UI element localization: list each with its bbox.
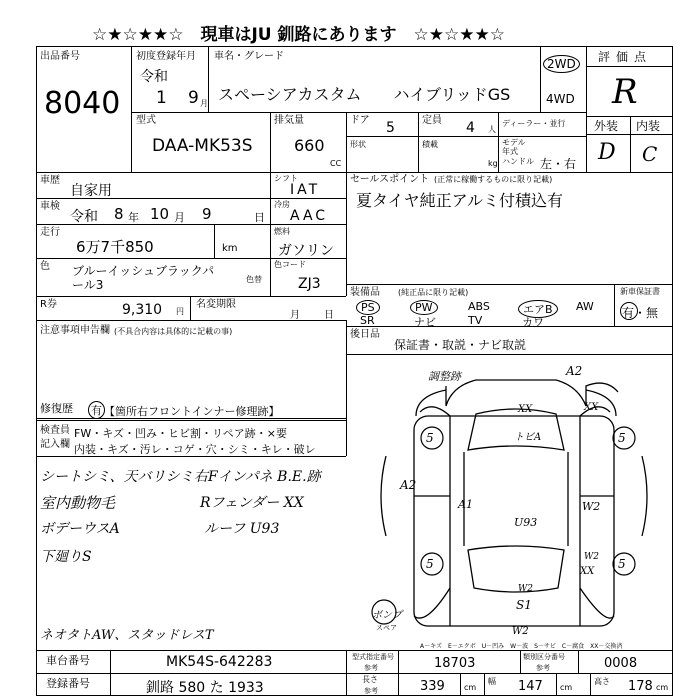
shift-label: シフト xyxy=(274,174,298,183)
color-value: ブルーイッシュブラックパール3 xyxy=(72,264,215,292)
aircon-label: 冷房 xyxy=(274,200,290,209)
attachments-value: 保証書・取説・ナビ取説 xyxy=(394,338,527,352)
lot-label: 出品番号 xyxy=(40,51,80,62)
equipment-item-4: AW xyxy=(576,300,594,313)
displacement-unit: CC xyxy=(330,159,342,168)
diagram-label-tobi: トビA xyxy=(514,432,542,443)
diagram-label-w2-rear: W2 xyxy=(584,552,599,562)
equipment-item-sub-0: SR xyxy=(360,314,375,327)
capacity-value: 4 xyxy=(466,120,475,136)
diagram-label-u93: U93 xyxy=(514,516,538,529)
mileage-unit: km xyxy=(222,243,238,254)
color-label: 色 xyxy=(40,261,50,272)
diagram-label-w2-back: W2 xyxy=(518,584,533,594)
attachments-label: 後日品 xyxy=(350,329,380,340)
diagram-label-w2-bottom: W2 xyxy=(512,626,529,637)
capacity-unit: 人 xyxy=(488,125,496,134)
fuel-label: 燃料 xyxy=(274,227,290,236)
rating-value: R xyxy=(612,72,638,112)
inspector-line1: FW・キズ・凹み・ヒビ割・リペア跡・×要 xyxy=(74,427,287,440)
shape-label: 形状 xyxy=(350,140,366,149)
notes-label: 注意事項申告欄 xyxy=(40,325,110,336)
warranty-label: 新車保証書 xyxy=(620,287,660,296)
repair-label: 修復歴 xyxy=(40,402,73,415)
warranty-circle xyxy=(620,302,638,320)
diagram-label-s1: S1 xyxy=(516,598,532,612)
model-year-label: モデル年式 xyxy=(502,138,526,156)
tire-mark-fl: 5 xyxy=(426,431,434,445)
diagram-label-xx1: XX xyxy=(518,404,533,415)
equipment-item-sub-1: ナビ xyxy=(414,316,436,329)
model-name-label: 車名・グレード xyxy=(214,51,284,62)
type-designation-sub: 参考 xyxy=(364,664,378,672)
vehicle-use-label: 車歴 xyxy=(40,175,60,186)
drive-2wd: 2WD xyxy=(543,55,580,73)
length-unit: cm xyxy=(464,683,477,692)
registration-era: 令和 xyxy=(140,69,168,85)
note-0: シートシミ、天バリシミ xyxy=(40,469,194,485)
inspection-day-unit: 日 xyxy=(254,211,265,224)
exterior-grade: D xyxy=(598,140,616,165)
inspection-year: 8 xyxy=(114,205,124,223)
repair-status: 有 xyxy=(88,401,105,419)
equipment-label: 装備品 xyxy=(350,287,380,298)
lot-number: 8040 xyxy=(44,86,121,121)
recycle-label: R券 xyxy=(40,299,57,310)
selling-point-value: 夏タイヤ純正アルミ付積込有 xyxy=(356,191,564,210)
diagram-label-xx-rear: XX xyxy=(580,566,595,577)
recycle-value: 9,310 xyxy=(122,302,163,318)
inspection-day: 9 xyxy=(202,205,212,223)
equipment-item-2: ABS xyxy=(468,300,490,313)
inspection-year-unit: 年 xyxy=(128,211,139,224)
length-ref: 参考 xyxy=(364,687,378,695)
color-code-label: 色コード xyxy=(274,260,306,269)
load-label: 積載 xyxy=(422,140,438,149)
length-label: 長さ xyxy=(362,675,378,684)
inspection-month: 10 xyxy=(150,205,170,223)
tire-mark-rr: 5 xyxy=(618,557,626,571)
note-2: 室内動物毛 xyxy=(40,494,116,512)
diagram-label-w2-right: W2 xyxy=(582,500,601,513)
equipment-item-1: PW xyxy=(410,300,438,315)
doors-value: 5 xyxy=(386,120,395,136)
shift-value: IAT xyxy=(290,182,321,198)
capacity-label: 定員 xyxy=(422,115,442,126)
width-label: 幅 xyxy=(488,677,496,686)
category-value: 0008 xyxy=(604,656,638,671)
category-label: 類別区分番号 xyxy=(523,653,565,661)
drive-4wd: 4WD xyxy=(546,92,575,106)
registration-month: 9 xyxy=(188,88,199,108)
tire-mark-rl: 5 xyxy=(426,557,434,571)
width-value: 147 xyxy=(518,679,543,694)
tire-mark-fr: 5 xyxy=(618,431,626,445)
chassis-value: MK54S-642283 xyxy=(166,654,273,670)
color-change-label: 色替 xyxy=(246,275,262,284)
height-value: 178 xyxy=(628,679,653,694)
selling-point-label: セールスポイント xyxy=(350,174,430,185)
color-code-value: ZJ3 xyxy=(298,276,321,292)
note-3: Rフェンダー XX xyxy=(200,495,304,511)
warranty-value: 有・無 xyxy=(622,306,659,320)
load-unit: kg xyxy=(488,159,498,168)
interior-grade: C xyxy=(642,142,658,166)
fuel-value: ガソリン xyxy=(278,243,334,259)
recycle-unit: 円 xyxy=(176,307,184,316)
car-outline xyxy=(381,380,647,626)
interior-label: 内装 xyxy=(636,119,661,133)
name-change-label: 名変期限 xyxy=(196,299,236,310)
inspection-month-unit: 月 xyxy=(174,211,185,224)
type-designation-label: 型式指定番号 xyxy=(352,653,394,661)
registration-year: 1 xyxy=(156,88,167,108)
diagram-label-adjust: 調整跡 xyxy=(428,370,461,383)
mileage-value: 6万7千850 xyxy=(76,238,154,256)
width-unit: cm xyxy=(560,683,573,692)
handle-value: 左・右 xyxy=(540,157,577,171)
model-code-label: 型式 xyxy=(136,115,156,126)
length-value: 339 xyxy=(420,679,445,694)
equipment-item-sub-2: TV xyxy=(468,314,483,327)
equipment-item-sub-3: カワ xyxy=(522,316,544,329)
note-5: ルーフ U93 xyxy=(204,521,280,537)
type-designation-value: 18703 xyxy=(434,656,476,671)
inspector-label2: 記入欄 xyxy=(40,439,70,450)
inspector-label1: 検査員 xyxy=(40,425,70,436)
plate-value: 釧路 580 た 1933 xyxy=(146,680,264,696)
inspection-era: 令和 xyxy=(70,209,98,225)
diagram-label-a2-left: A2 xyxy=(400,478,417,492)
diagram-label-a2-top: A2 xyxy=(566,364,583,378)
repair-detail: 【箇所右フロントインナー修理跡】 xyxy=(104,405,280,418)
equipment-item-0: PS xyxy=(356,300,380,315)
note-4: ボデーウスA xyxy=(40,521,120,537)
equipment-item-3: エアB xyxy=(518,300,558,318)
model-name-value: スペーシアカスタム ハイブリッドGS xyxy=(218,85,511,104)
damage-diagram xyxy=(346,356,672,642)
plate-label: 登録番号 xyxy=(46,677,90,690)
aircon-value: AAC xyxy=(290,208,329,224)
registration-label: 初度登録年月 xyxy=(136,51,196,62)
height-label: 高さ xyxy=(594,677,610,686)
header-banner: ☆★☆★★☆ 現車はJU 釧路にあります ☆★☆★★☆ xyxy=(92,25,505,45)
dealer-label: ディーラー・並行 xyxy=(502,119,566,128)
diagram-label-spare: スペア xyxy=(376,624,397,632)
note-1: 右Fインパネ B.E.跡 xyxy=(194,469,321,485)
rating-label: 評価点 xyxy=(598,50,653,64)
tire-note: ネオタトAW、スタッドレスT xyxy=(40,628,214,643)
height-unit: cm xyxy=(656,683,669,692)
mileage-label: 走行 xyxy=(40,227,60,238)
name-change-day: 日 xyxy=(324,310,334,321)
doors-label: ドア xyxy=(350,115,370,126)
inspector-line2: 内装・キズ・汚レ・コゲ・穴・シミ・キレ・破レ xyxy=(74,443,316,456)
tire-circles xyxy=(372,427,635,624)
inspection-label: 車検 xyxy=(40,201,60,212)
notes-sub: (不具合内容は具体的に記載の事) xyxy=(114,327,233,336)
equipment-sub: (純正品に限り記載) xyxy=(398,288,469,297)
note-6: 下廻りS xyxy=(40,549,92,565)
displacement-label: 排気量 xyxy=(274,115,304,126)
diagram-label-a1: A1 xyxy=(458,498,473,511)
model-code-value: DAA-MK53S xyxy=(152,136,253,156)
diagram-label-xx2: XX xyxy=(584,402,599,413)
diagram-label-bump: ボンプ xyxy=(372,610,402,621)
category-sub: 参考 xyxy=(536,664,550,672)
vehicle-use-value: 自家用 xyxy=(70,183,112,199)
registration-month-unit: 月 xyxy=(200,99,208,108)
handle-label: ハンドル xyxy=(502,157,534,166)
exterior-label: 外装 xyxy=(594,119,619,133)
name-change-month: 月 xyxy=(290,310,300,321)
chassis-label: 車台番号 xyxy=(46,654,90,667)
selling-point-sub: (正常に稼働するものに限り記載) xyxy=(434,175,553,184)
displacement-value: 660 xyxy=(294,136,325,155)
diagram-legend: A－キズ E－エクボ U－凹み W－波 S－サビ C－腐食 XX－交換済 xyxy=(420,643,623,650)
